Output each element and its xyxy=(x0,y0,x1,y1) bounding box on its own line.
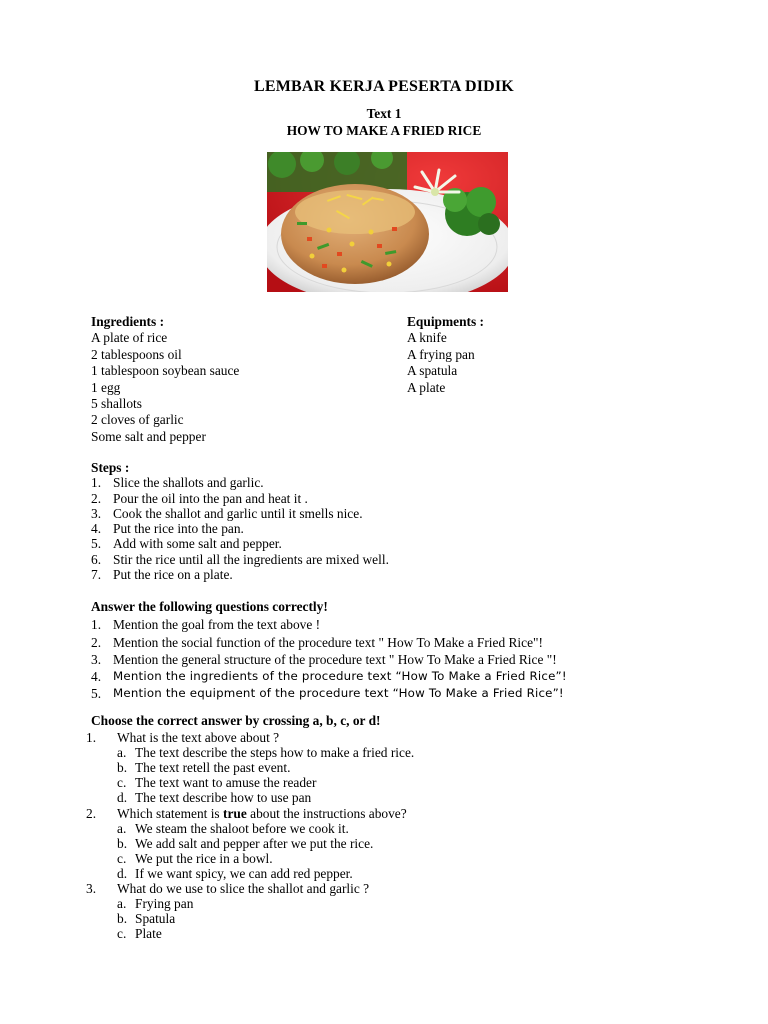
mc-option[interactable] xyxy=(86,821,726,836)
equipment-item: A spatula xyxy=(407,363,458,379)
ingredient-item: 2 cloves of garlic xyxy=(91,412,184,428)
question-item xyxy=(91,668,711,685)
ingredient-item: 1 tablespoon soybean sauce xyxy=(91,363,240,379)
ingredient-item: A plate of rice xyxy=(91,330,168,346)
equipment-item: A knife xyxy=(407,330,447,346)
question-item xyxy=(91,651,711,668)
mc-option[interactable] xyxy=(86,851,726,866)
ingredients-heading: Ingredients : xyxy=(91,314,165,329)
mc-question-text-after: about the instructions above? xyxy=(246,805,407,821)
mc-option-letter: b. xyxy=(117,835,128,851)
ingredient-item: 1 egg xyxy=(91,379,121,395)
mc-option-letter: c. xyxy=(117,775,127,791)
mc-option[interactable] xyxy=(86,866,726,881)
fried-rice-photo xyxy=(267,152,508,292)
step-number: 6. xyxy=(91,551,102,567)
step-number: 7. xyxy=(91,567,102,583)
mc-option-letter: d. xyxy=(117,865,128,881)
mc-option-text: We put the rice in a bowl. xyxy=(135,850,273,866)
mc-option[interactable] xyxy=(86,896,726,911)
step-text: Stir the rice until all the ingredients are mixed well. xyxy=(113,551,389,567)
step-item xyxy=(91,475,711,490)
text-label: Text 1 xyxy=(366,106,402,121)
question-item xyxy=(91,616,711,633)
step-number: 2. xyxy=(91,490,102,506)
step-text: Cook the shallot and garlic until it smells nice. xyxy=(113,505,363,521)
equipments-heading: Equipments : xyxy=(407,314,485,329)
multiple-choice-heading: Choose the correct answer by crossing a, b, c, or d! xyxy=(91,713,381,728)
mc-option-text: The text describe the steps how to make a fried rice. xyxy=(135,745,415,761)
mc-question-text: What is the text above about ? xyxy=(117,730,280,746)
question-text: Mention the general structure of the procedure text " How To Make a Fried Rice "! xyxy=(113,651,557,667)
step-number: 4. xyxy=(91,521,102,537)
ingredient-item: Some salt and pepper xyxy=(91,428,206,444)
fried-rice-illustration xyxy=(267,152,508,292)
mc-question-text xyxy=(117,806,407,821)
mc-option-text: The text describe how to use pan xyxy=(135,790,312,806)
step-item xyxy=(91,567,711,582)
question-number: 3. xyxy=(91,651,102,667)
mc-option-text: Frying pan xyxy=(135,896,194,912)
mc-option-letter: c. xyxy=(117,850,127,866)
step-number: 5. xyxy=(91,536,102,552)
mc-option-text: We add salt and pepper after we put the rice. xyxy=(135,835,374,851)
step-text: Put the rice on a plate. xyxy=(113,567,233,583)
step-item xyxy=(91,506,711,521)
mc-option-letter: a. xyxy=(117,896,127,912)
step-text: Slice the shallots and garlic. xyxy=(113,475,264,491)
question-text: Mention the ingredients of the procedure text “How To Make a Fried Rice”! xyxy=(113,669,567,684)
mc-option-letter: a. xyxy=(117,745,127,761)
text-title: HOW TO MAKE A FRIED RICE xyxy=(286,123,482,138)
step-text: Add with some salt and pepper. xyxy=(113,536,282,552)
question-number: 5. xyxy=(91,686,102,702)
question-number: 4. xyxy=(91,669,102,685)
mc-option[interactable] xyxy=(86,911,726,926)
mc-question-text: What do we use to slice the shallot and garlic ? xyxy=(117,881,370,897)
mc-option-letter: b. xyxy=(117,760,128,776)
mc-option-text: Plate xyxy=(135,926,162,942)
question-item xyxy=(91,685,711,702)
mc-question xyxy=(86,806,726,821)
step-item xyxy=(91,552,711,567)
mc-option-letter: d. xyxy=(117,790,128,806)
mc-question-text-before: Which statement is xyxy=(117,805,223,821)
mc-question-number: 1. xyxy=(86,730,97,746)
question-text: Mention the goal from the text above ! xyxy=(113,617,321,633)
mc-question xyxy=(86,730,726,745)
step-item xyxy=(91,491,711,506)
ingredients-section xyxy=(91,314,239,445)
multiple-choice-section xyxy=(86,713,726,941)
mc-option-letter: a. xyxy=(117,820,127,836)
mc-option-letter: b. xyxy=(117,911,128,927)
step-number: 3. xyxy=(91,505,102,521)
question-number: 1. xyxy=(91,617,102,633)
mc-option-text: The text retell the past event. xyxy=(135,760,291,776)
step-number: 1. xyxy=(91,475,102,491)
step-text: Put the rice into the pan. xyxy=(113,521,244,537)
mc-option-text: Spatula xyxy=(135,911,176,927)
mc-option[interactable] xyxy=(86,926,726,941)
mc-option[interactable] xyxy=(86,745,726,760)
ingredient-item: 5 shallots xyxy=(91,396,142,412)
step-item xyxy=(91,536,711,551)
questions-heading: Answer the following questions correctly! xyxy=(91,599,328,614)
question-text: Mention the equipment of the procedure text “How To Make a Fried Rice”! xyxy=(113,686,564,701)
mc-option-text: The text want to amuse the reader xyxy=(135,775,317,791)
page-title: LEMBAR KERJA PESERTA DIDIK xyxy=(254,78,514,95)
mc-option[interactable] xyxy=(86,760,726,775)
equipments-section xyxy=(407,314,484,396)
mc-option[interactable] xyxy=(86,775,726,790)
mc-question-number: 3. xyxy=(86,881,97,897)
mc-question-number: 2. xyxy=(86,805,97,821)
steps-heading: Steps : xyxy=(91,460,130,475)
ingredient-item: 2 tablespoons oil xyxy=(91,346,182,362)
mc-option[interactable] xyxy=(86,836,726,851)
questions-section xyxy=(91,598,711,703)
mc-option-text: We steam the shaloot before we cook it. xyxy=(135,820,349,836)
step-item xyxy=(91,521,711,536)
steps-section xyxy=(91,460,711,582)
mc-question xyxy=(86,881,726,896)
mc-option[interactable] xyxy=(86,790,726,805)
equipment-item: A plate xyxy=(407,379,446,395)
mc-question-emphasis: true xyxy=(222,805,247,821)
equipment-item: A frying pan xyxy=(407,346,475,362)
question-item xyxy=(91,634,711,651)
mc-option-text: If we want spicy, we can add red pepper. xyxy=(135,865,353,881)
question-text: Mention the social function of the procedure text " How To Make a Fried Rice"! xyxy=(113,634,543,650)
mc-option-letter: c. xyxy=(117,926,127,942)
step-text: Pour the oil into the pan and heat it . xyxy=(113,490,308,506)
question-number: 2. xyxy=(91,634,102,650)
